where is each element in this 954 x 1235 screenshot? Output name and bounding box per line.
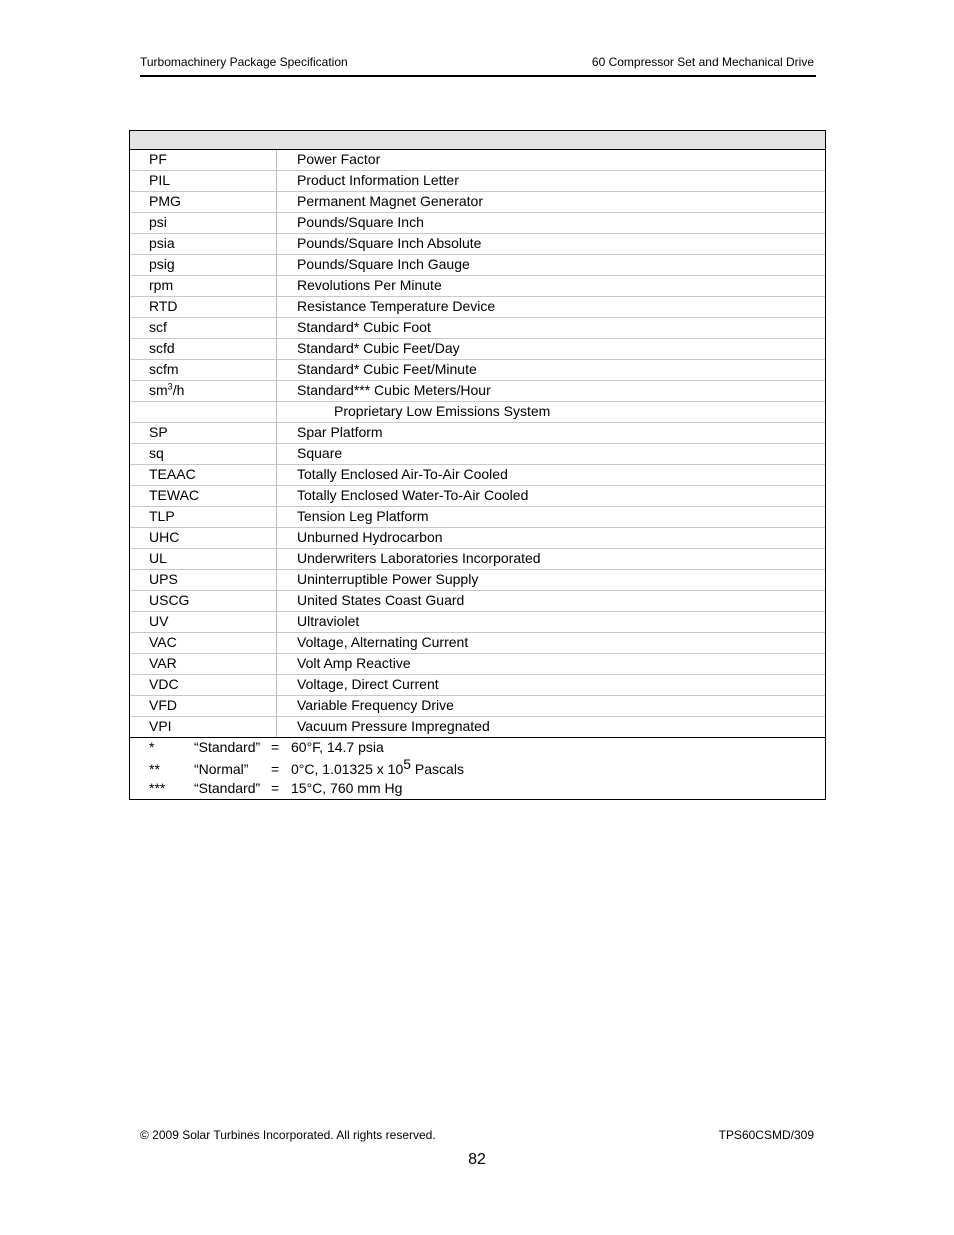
footnote-value-text: 0°C, 1.01325 x 10 (291, 761, 404, 777)
abbreviation-cell (130, 528, 277, 548)
abbreviation-text: rpm (149, 277, 174, 293)
abbreviation-text: UV (149, 613, 169, 629)
abbreviation-text: sm (149, 382, 168, 398)
abbreviation-text: VPI (149, 718, 172, 734)
abbreviation-cell (130, 318, 277, 338)
abbreviation-cell (130, 444, 277, 464)
abbreviation-cell (130, 192, 277, 212)
abbreviation-cell (130, 465, 277, 485)
definition-cell: Proprietary Low Emissions System (334, 403, 551, 419)
table-row (130, 465, 825, 486)
table-row (130, 423, 825, 444)
table-row (130, 276, 825, 297)
footnote-value (291, 756, 464, 778)
footnote-eq: = (271, 761, 280, 777)
footnote-term: “Standard” (194, 780, 261, 796)
abbreviation-cell (130, 360, 277, 380)
page-header (140, 55, 816, 77)
abbreviation-text: scfd (149, 340, 175, 356)
definition-cell: Underwriters Laboratories Incorporated (297, 550, 541, 566)
abbreviation-text: TEAAC (149, 466, 196, 482)
footnote-value (291, 779, 402, 797)
abbreviation-cell (130, 255, 277, 275)
header-document-title: Turbomachinery Package Specification (140, 55, 348, 69)
abbreviation-text: VFD (149, 697, 177, 713)
abbreviation-text: psia (149, 235, 175, 251)
footnote-term: “Normal” (194, 761, 249, 777)
abbreviation-text: UL (149, 550, 167, 566)
definition-cell: Volt Amp Reactive (297, 655, 411, 671)
abbreviation-suffix: /h (172, 382, 185, 398)
abbreviation-cell (130, 696, 277, 716)
abbreviation-text: psi (149, 214, 167, 230)
definition-cell: Totally Enclosed Water-To-Air Cooled (297, 487, 529, 503)
abbreviation-cell (130, 549, 277, 569)
abbreviation-cell (130, 171, 277, 191)
definition-cell: Square (297, 445, 343, 461)
definition-cell: Uninterruptible Power Supply (297, 571, 479, 587)
definition-cell: Totally Enclosed Air-To-Air Cooled (297, 466, 508, 482)
table-row (130, 486, 825, 507)
abbreviation-text: sq (149, 445, 164, 461)
abbreviation-text: PF (149, 151, 167, 167)
page-number: 82 (468, 1151, 486, 1168)
abbreviation-cell (130, 234, 277, 254)
table-row (130, 675, 825, 696)
abbreviation-cell (130, 486, 277, 506)
table-row (130, 360, 825, 381)
abbreviation-text: SP (149, 424, 168, 440)
footnote-value-suffix: Pascals (411, 761, 464, 777)
definition-cell: Unburned Hydrocarbon (297, 529, 443, 545)
definition-cell: Vacuum Pressure Impregnated (297, 718, 490, 734)
table-row (130, 591, 825, 612)
table-row (130, 150, 825, 171)
footnote-eq: = (271, 780, 280, 796)
footnote-exponent: 5 (403, 756, 412, 772)
definition-cell: Standard* Cubic Feet/Day (297, 340, 460, 356)
table-row (130, 255, 825, 276)
abbreviation-superscript: 3 (167, 381, 173, 392)
table-row (130, 192, 825, 213)
table-row (130, 507, 825, 528)
definition-cell: United States Coast Guard (297, 592, 465, 608)
abbreviation-text: TLP (149, 508, 175, 524)
table-footnotes (130, 738, 825, 799)
table-row (130, 549, 825, 570)
definition-cell: Pounds/Square Inch Gauge (297, 256, 470, 272)
abbreviation-text: VAR (149, 655, 177, 671)
abbreviation-text: PIL (149, 172, 171, 188)
abbreviation-cell (130, 402, 277, 422)
abbreviation-cell (130, 339, 277, 359)
table-row (130, 213, 825, 234)
definition-cell: Pounds/Square Inch Absolute (297, 235, 482, 251)
table-row (130, 654, 825, 675)
footer-copyright: © 2009 Solar Turbines Incorporated. All rights reserved. (140, 1128, 436, 1142)
abbreviation-cell (130, 423, 277, 443)
abbreviation-cell (130, 612, 277, 632)
abbreviation-cell (130, 717, 277, 737)
table-row (130, 402, 825, 423)
abbreviations-table (129, 130, 826, 800)
table-row (130, 234, 825, 255)
definition-cell: Pounds/Square Inch (297, 214, 424, 230)
definition-cell: Revolutions Per Minute (297, 277, 442, 293)
table-row (130, 339, 825, 360)
abbreviation-cell (130, 381, 277, 401)
abbreviation-text: TEWAC (149, 487, 200, 503)
table-row (130, 717, 825, 738)
abbreviation-cell (130, 654, 277, 674)
abbreviation-cell (130, 213, 277, 233)
definition-cell: Variable Frequency Drive (297, 697, 454, 713)
definition-cell: Spar Platform (297, 424, 383, 440)
definition-cell: Standard*** Cubic Meters/Hour (297, 382, 491, 398)
abbreviation-text: psig (149, 256, 175, 272)
definition-cell: Voltage, Direct Current (297, 676, 439, 692)
abbreviation-text: VAC (149, 634, 177, 650)
abbreviation-text: PMG (149, 193, 181, 209)
abbreviation-cell (130, 150, 277, 170)
definition-cell: Permanent Magnet Generator (297, 193, 483, 209)
footnote-mark: ** (149, 761, 160, 777)
definition-cell: Ultraviolet (297, 613, 360, 629)
footnote-value-text: 60°F, 14.7 psia (291, 739, 384, 755)
definition-cell: Standard* Cubic Feet/Minute (297, 361, 477, 377)
abbreviation-text: VDC (149, 676, 179, 692)
abbreviation-text: UPS (149, 571, 178, 587)
footnote-mark: *** (149, 780, 166, 796)
abbreviation-text: scf (149, 319, 167, 335)
table-row (130, 318, 825, 339)
table-row (130, 381, 825, 402)
footnote (130, 779, 820, 799)
definition-cell: Tension Leg Platform (297, 508, 429, 524)
footnote-mark: * (149, 739, 155, 755)
abbreviation-cell (130, 591, 277, 611)
table-row (130, 696, 825, 717)
abbreviation-text: RTD (149, 298, 178, 314)
definition-cell: Resistance Temperature Device (297, 298, 496, 314)
table-row (130, 528, 825, 549)
footnote-eq: = (271, 739, 280, 755)
definition-cell: Power Factor (297, 151, 381, 167)
table-row (130, 171, 825, 192)
abbreviation-text: scfm (149, 361, 179, 377)
abbreviation-text: UHC (149, 529, 180, 545)
table-body (130, 150, 825, 738)
table-row (130, 633, 825, 654)
table-header-bar (130, 131, 825, 150)
definition-cell: Standard* Cubic Foot (297, 319, 431, 335)
header-section-title: 60 Compressor Set and Mechanical Drive (591, 55, 814, 69)
footnote (130, 756, 820, 780)
abbreviation-cell (130, 297, 277, 317)
abbreviation-cell (130, 276, 277, 296)
abbreviation-cell (130, 570, 277, 590)
footnote-value (291, 738, 384, 756)
footnote-term: “Standard” (194, 739, 261, 755)
table-row (130, 570, 825, 591)
footer-document-code: TPS60CSMD/309 (718, 1128, 814, 1142)
footnote (130, 738, 820, 758)
abbreviation-text: USCG (149, 592, 190, 608)
table-row (130, 612, 825, 633)
definition-cell: Voltage, Alternating Current (297, 634, 469, 650)
footnote-value-text: 15°C, 760 mm Hg (291, 780, 403, 796)
abbreviation-cell (130, 675, 277, 695)
abbreviation-cell (130, 633, 277, 653)
table-row (130, 444, 825, 465)
table-row (130, 297, 825, 318)
abbreviation-cell (130, 507, 277, 527)
definition-cell: Product Information Letter (297, 172, 459, 188)
